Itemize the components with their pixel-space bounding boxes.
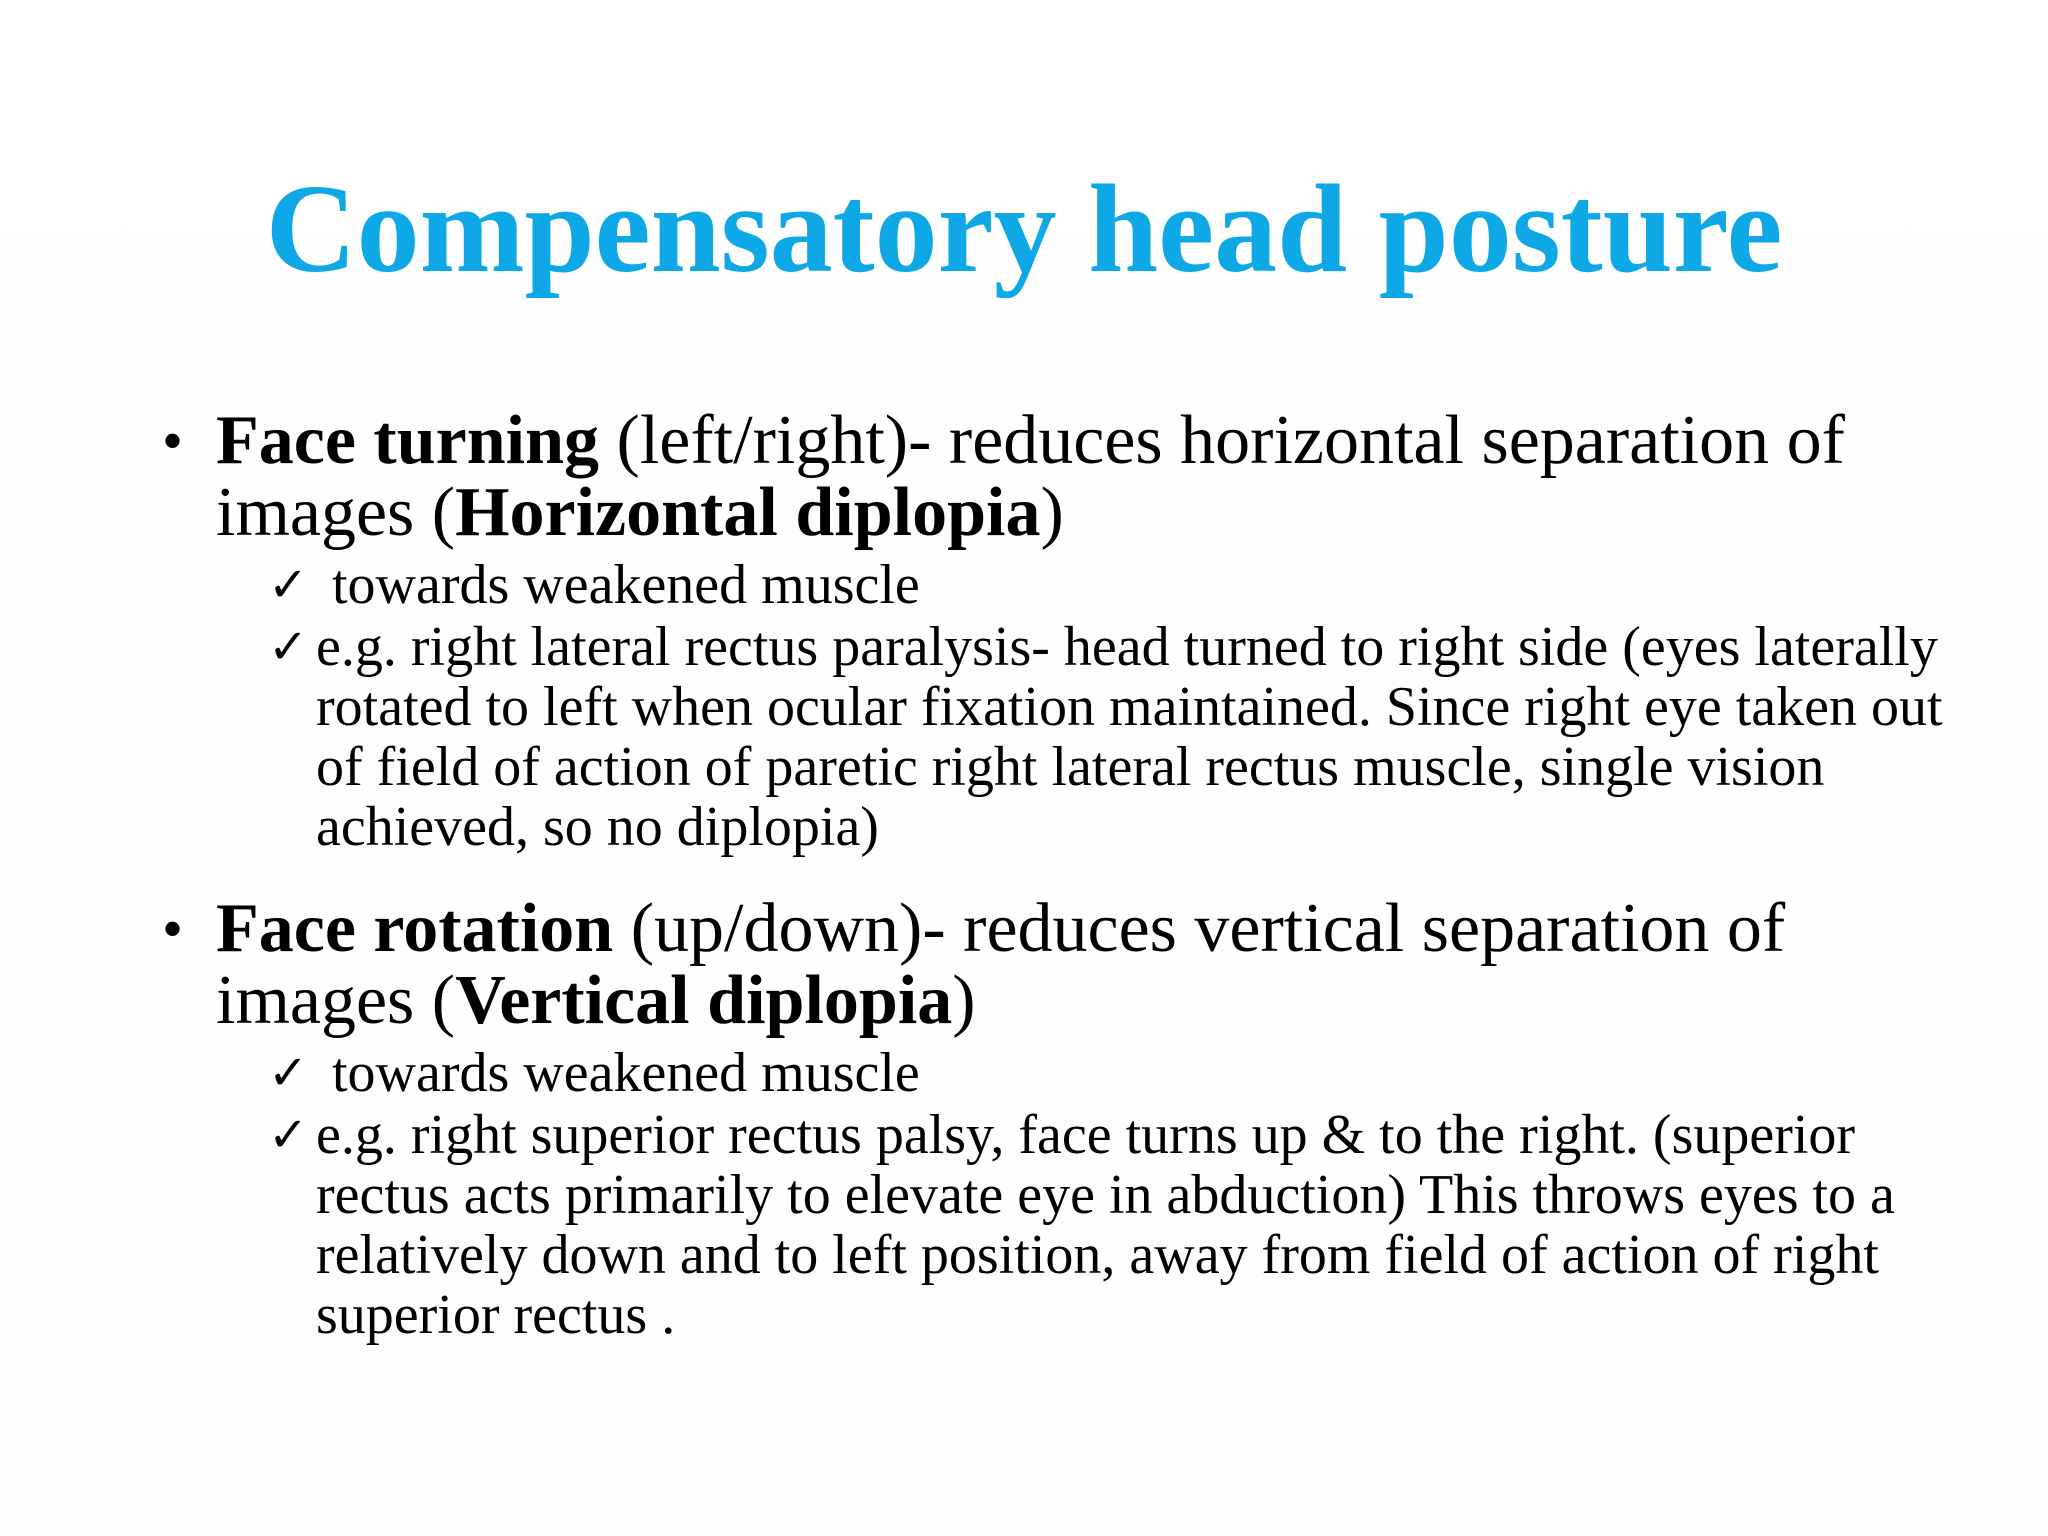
- bullet-face-rotation: [150, 890, 1990, 1039]
- checkmark-icon: ✓: [268, 619, 309, 675]
- sub-item-text: towards weakened muscle: [332, 1042, 920, 1104]
- checkmark-icon: ✓: [268, 1045, 309, 1101]
- sub-item-text: towards weakened muscle: [332, 554, 920, 616]
- bullet-icon: •: [162, 896, 184, 962]
- sub-item: [268, 1043, 1990, 1103]
- sublist-face-rotation: [268, 1043, 1990, 1345]
- checkmark-icon: ✓: [268, 1107, 309, 1163]
- sublist-face-turning: [268, 555, 1990, 857]
- bullet-emphasis: Vertical diplopia: [455, 962, 953, 1039]
- bullet-lead: Face rotation: [216, 890, 614, 967]
- checkmark-icon: ✓: [268, 557, 309, 613]
- sub-item-text: e.g. right superior rectus palsy, face turns up & to the right. (superior rectus acts primarily to elevate eye in abduction) This throws eyes to a relatively down and to left position, away from field of action of right superior rectus .: [316, 1104, 1895, 1346]
- slide-title: Compensatory head posture: [265, 160, 1783, 299]
- sub-item: [268, 555, 1990, 615]
- bullet-icon: •: [162, 408, 184, 474]
- bullet-emphasis: Horizontal diplopia: [455, 474, 1041, 551]
- bullet-text: (left/right)- reduces horizontal separation of images (: [216, 402, 1845, 551]
- bullet-lead: Face turning: [216, 402, 600, 479]
- bullet-face-turning: [150, 402, 1990, 551]
- bullet-text-end: ): [1040, 474, 1064, 551]
- sub-item: [268, 617, 1990, 857]
- bullet-text-end: ): [952, 962, 976, 1039]
- bullet-text: (up/down)- reduces vertical separation of images (: [216, 890, 1786, 1039]
- spacer: [150, 859, 1990, 893]
- slide-content: [150, 402, 1990, 1347]
- sub-item: [268, 1105, 1990, 1345]
- sub-item-text: e.g. right lateral rectus paralysis- head turned to right side (eyes laterally rotated to left when ocular fixation maintained. Since right eye taken out of field of action of paretic right lateral rectus muscle, single vision achieved, so no diplopia): [316, 616, 1943, 858]
